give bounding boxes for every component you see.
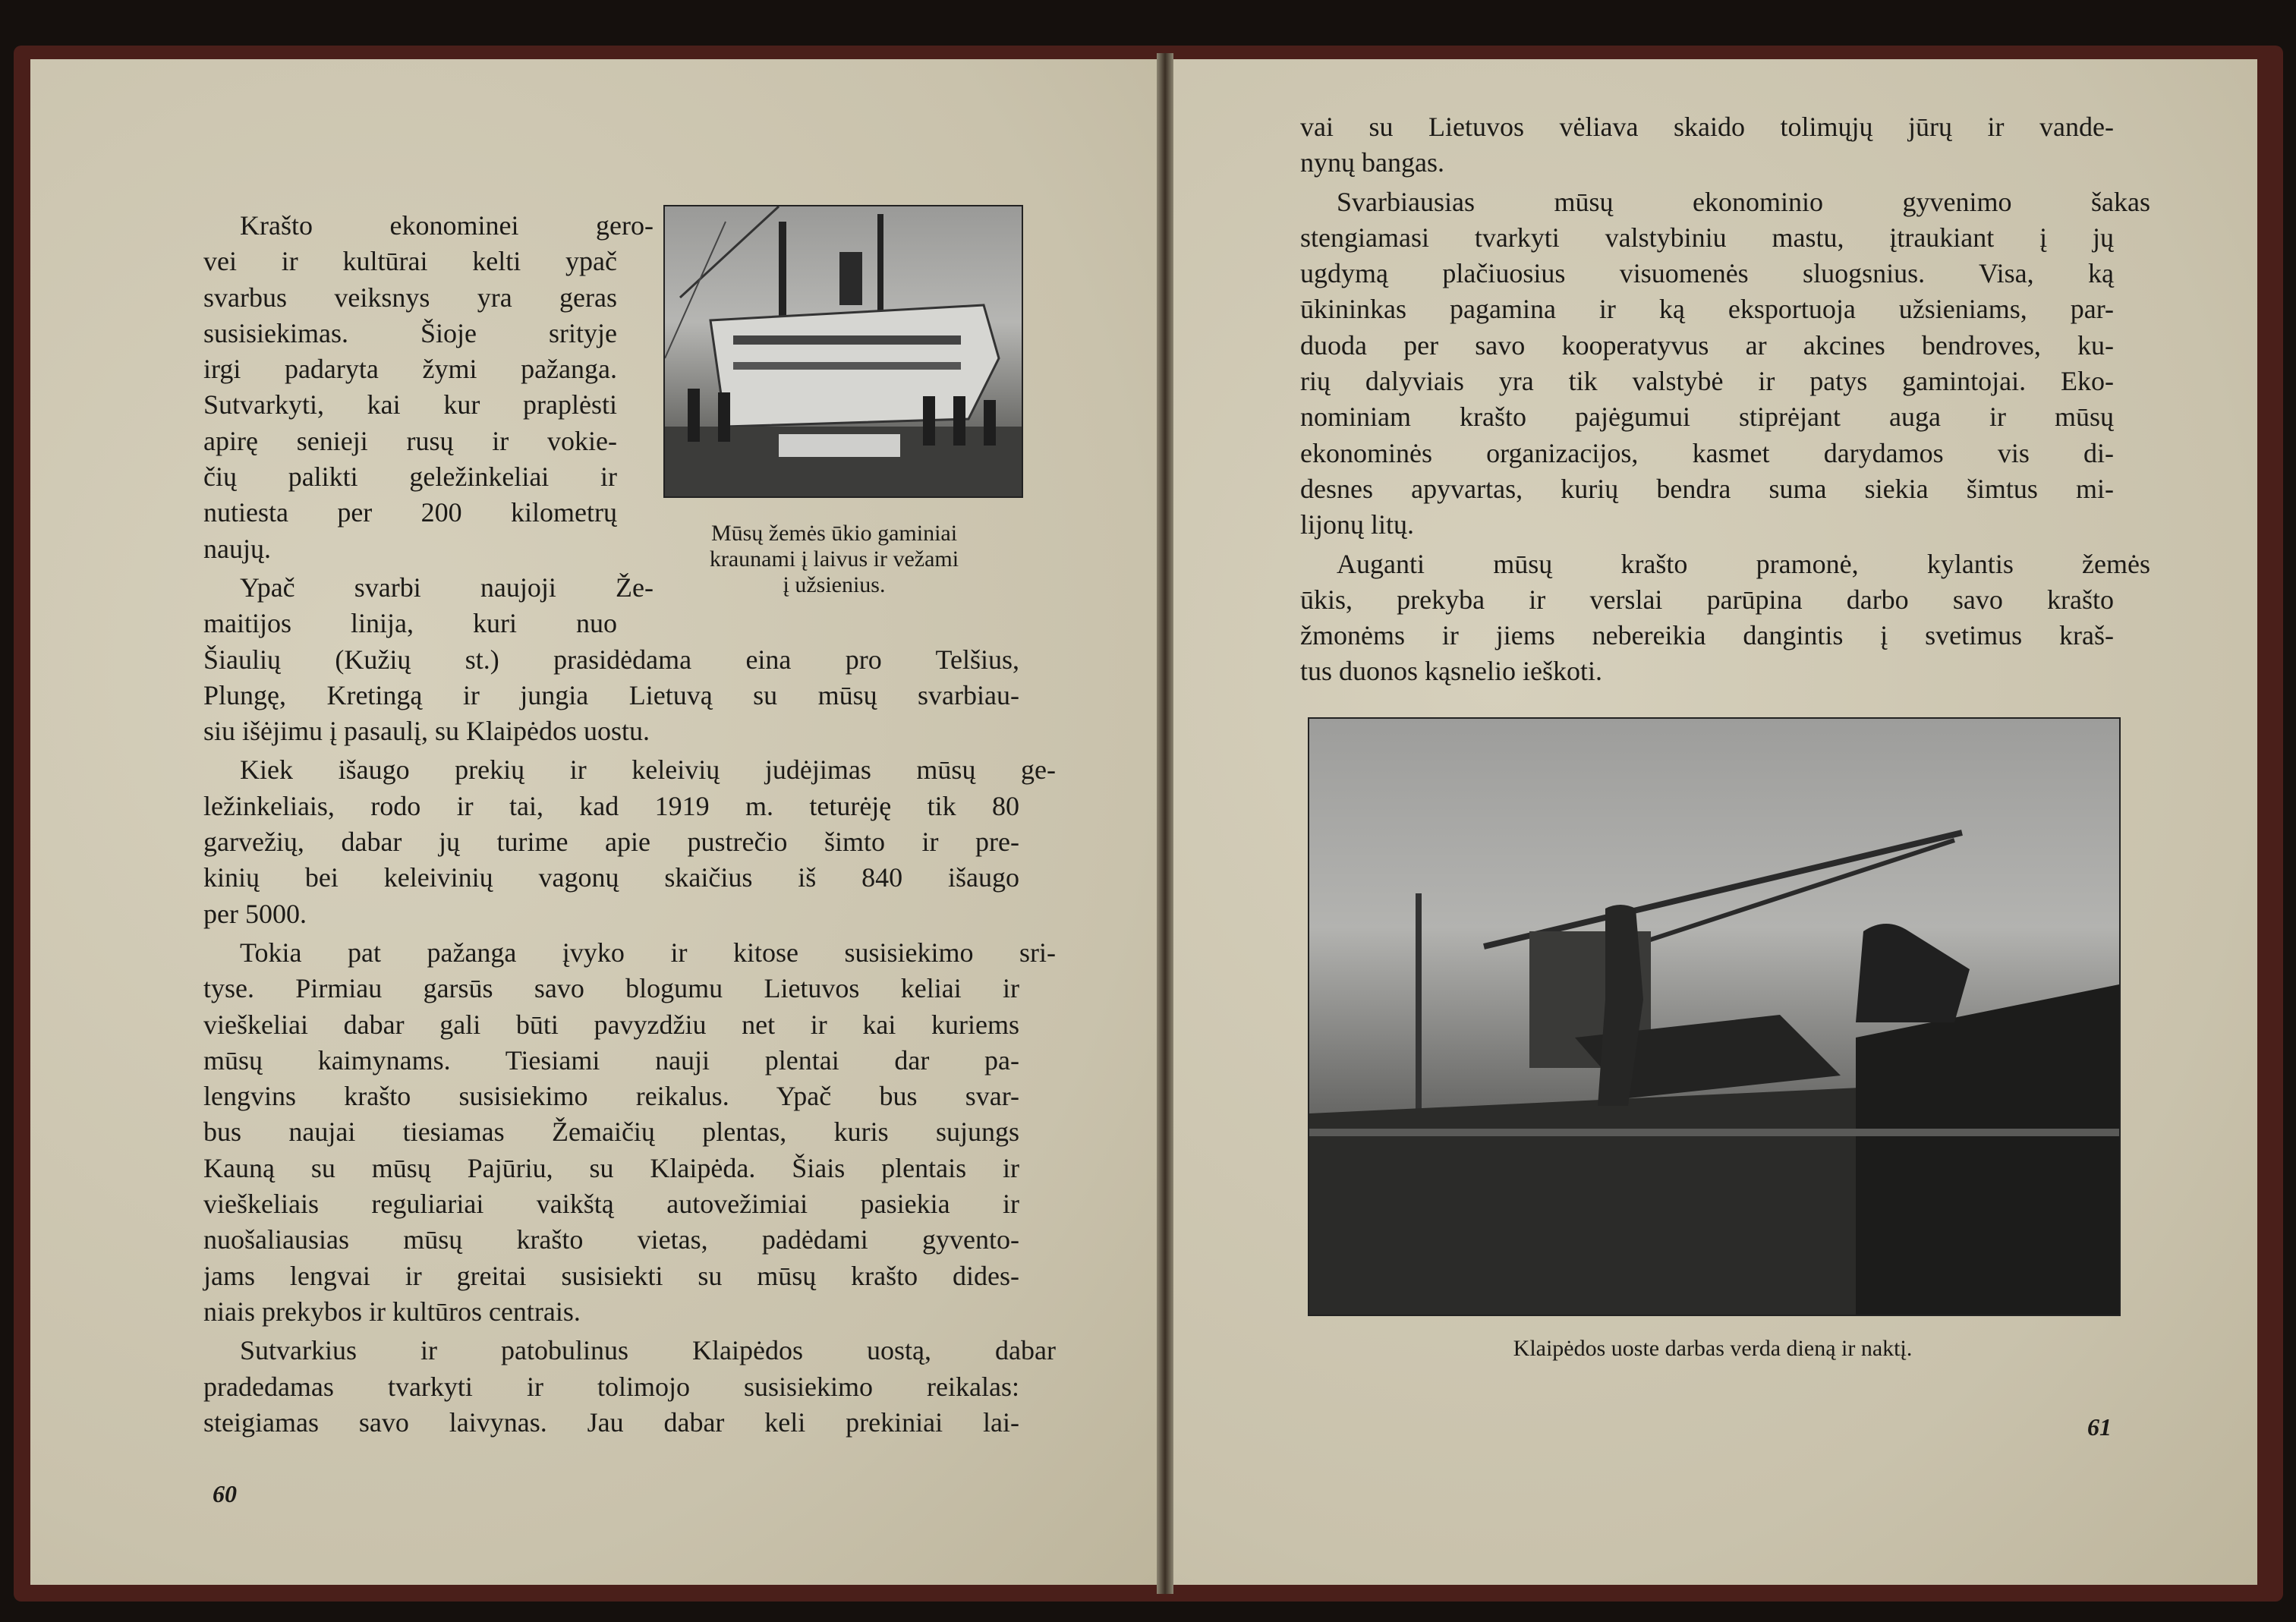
text-line: nutiesta per 200 kilometrų — [203, 497, 617, 528]
text-line: nynų bangas. — [1300, 147, 1444, 178]
text-line: siu išėjimu į pasaulį, su Klaipėdos uostu. — [203, 716, 650, 747]
text-line: kinių bei keleivinių vagonų skaičius iš 840 išaugo — [203, 862, 1019, 893]
text-line: vieškeliais reguliariai vaikštą autovežimiai pasiekia ir — [203, 1189, 1019, 1220]
text-line: susisiekimas. Šioje srityje — [203, 317, 617, 348]
text-line: ležinkeliais, rodo ir tai, kad 1919 m. teturėję tik 80 — [203, 790, 1019, 821]
text-line: Sutvarkius ir patobulinus Klaipėdos uostą, dabar — [240, 1335, 1056, 1366]
text-line: Svarbiausias mūsų ekonominio gyvenimo šakas — [1337, 186, 2150, 217]
text-line: rių dalyviais yra tik valstybė ir patys gamintojai. Eko- — [1300, 366, 2114, 397]
page-number-right: 61 — [2087, 1413, 2112, 1441]
text-line: steigiamas savo laivynas. Jau dabar keli prekiniai lai- — [203, 1406, 1019, 1438]
text-line: ūkininkas pagamina ir ką eksportuoja užsieniams, par- — [1300, 294, 2114, 325]
text-line: žmonėms ir jiems nebereikia dangintis į svetimus kraš- — [1300, 620, 2114, 651]
ship-illustration — [665, 206, 1022, 496]
paragraph — [203, 752, 1056, 931]
text-line: lijonų litų. — [1300, 509, 1415, 540]
paragraph — [203, 935, 1056, 1330]
text-line: naujų. — [203, 533, 271, 564]
text-line: apirę senieji rusų ir vokie- — [203, 425, 617, 456]
text-line: lengvins krašto susisiekimo reikalus. Ypač bus svar- — [203, 1081, 1019, 1112]
text-line: per 5000. — [203, 898, 307, 929]
text-line: Kauną su mūsų Pajūriu, su Klaipėda. Šiais plentais ir — [203, 1152, 1019, 1183]
text-line: ūkis, prekyba ir verslai parūpina darbo savo krašto — [1300, 584, 2114, 615]
paragraph — [1300, 109, 2114, 181]
paragraph — [1300, 546, 2150, 690]
text-line: vieškeliai dabar gali būti pavyzdžiu net ir kai kuriems — [203, 1009, 1019, 1040]
text-line: tyse. Pirmiau garsūs savo blogumu Lietuvos keliai ir — [203, 973, 1019, 1004]
text-line: Tokia pat pažanga įvyko ir kitose susisiekimo sri- — [240, 937, 1056, 968]
text-line: ekonominės organizacijos, kasmet darydamos vis di- — [1300, 437, 2114, 468]
text-line: jams lengvai ir greitai susisiekti su mūsų krašto dides- — [203, 1260, 1019, 1291]
text-line: niais prekybos ir kultūros centrais. — [203, 1296, 581, 1327]
text-line: mūsų kaimynams. Tiesiami nauji plentai dar pa- — [203, 1044, 1019, 1076]
text-line: bus naujai tiesiamas Žemaičių plentas, kuris sujungs — [203, 1117, 1019, 1148]
text-line: Sutvarkyti, kai kur praplėsti — [203, 389, 617, 420]
text-line: vei ir kultūrai kelti ypač — [203, 246, 617, 277]
text-line: Ypač svarbi naujoji Že- — [240, 572, 654, 603]
text-line: vai su Lietuvos vėliava skaido tolimųjų jūrų ir vande- — [1300, 112, 2114, 142]
book-gutter — [1157, 53, 1173, 1594]
port-illustration — [1309, 719, 2119, 1315]
ship-loading-photo — [663, 205, 1023, 498]
text-line: svarbus veiksnys yra geras — [203, 282, 617, 313]
page-number-left: 60 — [213, 1480, 237, 1507]
text-line: irgi padaryta žymi pažanga. — [203, 354, 617, 385]
text-line: Krašto ekonominei gero- — [240, 210, 654, 241]
caption-line: Mūsų žemės ūkio gaminiai — [710, 521, 958, 546]
text-line: Šiaulių (Kužių st.) prasidėdama eina pro Telšius, — [203, 644, 1019, 675]
text-line: pradedamas tvarkyti ir tolimojo susisiekimo reikalas: — [203, 1371, 1019, 1402]
text-line: maitijos linija, kuri nuo — [203, 608, 617, 639]
text-line: ugdymą plačiuosius visuomenės sluogsnius. Visa, ką — [1300, 258, 2114, 289]
ship-photo-caption — [644, 521, 1024, 598]
paragraph — [203, 1333, 1056, 1441]
port-workers-photo — [1308, 717, 2121, 1316]
text-line: čių palikti geležinkeliai ir — [203, 461, 617, 493]
port-photo-caption: Klaipėdos uoste darbas verda dieną ir naktį. — [1513, 1336, 1913, 1361]
text-line: nominiam krašto pajėgumui stiprėjant auga ir mūsų — [1300, 402, 2114, 433]
caption-line: į užsienius. — [783, 572, 886, 597]
text-line: nuošaliausias mūsų krašto vietas, padėdami gyvento- — [203, 1224, 1019, 1255]
text-line: tus duonos kąsnelio ieškoti. — [1300, 656, 1602, 687]
caption-line: kraunami į laivus ir vežami — [709, 546, 959, 572]
text-line: Kiek išaugo prekių ir keleivių judėjimas mūsų ge- — [240, 754, 1056, 786]
paragraph — [1300, 184, 2150, 543]
right-page-text — [1300, 106, 2150, 690]
text-line: duoda per savo kooperatyvus ar akcines bendroves, ku- — [1300, 329, 2114, 361]
text-line: desnes apyvartas, kurių bendra suma siekia šimtus mi- — [1300, 473, 2114, 504]
text-line: garvežių, dabar jų turime apie pustrečio šimto ir pre- — [203, 827, 1019, 858]
text-line: Plungę, Kretingą ir jungia Lietuvą su mūsų svarbiau- — [203, 679, 1019, 710]
text-line: Auganti mūsų krašto pramonė, kylantis žemės — [1337, 548, 2150, 579]
text-line: stengiamasi tvarkyti valstybiniu mastu, įtraukiant į jų — [1300, 222, 2114, 253]
